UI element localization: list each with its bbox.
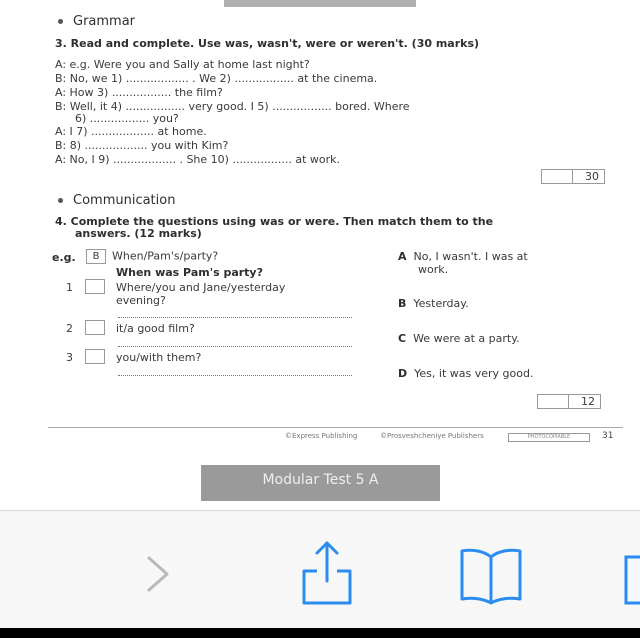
test-tag: Modular Test 5 A (201, 465, 440, 501)
q4-score-box: 12 (537, 394, 601, 409)
example-answer: When was Pam's party? (116, 266, 263, 279)
forward-button[interactable] (140, 553, 176, 600)
q3-line-7: B: 8) .................. you with Kim? (55, 139, 229, 152)
item-3-prompt: you/with them? (116, 351, 202, 364)
item-2-number: 2 (66, 322, 73, 335)
footer-rule (48, 427, 623, 428)
item-2-answer-line[interactable] (118, 346, 352, 347)
q3-line-3: A: How 3) ................. the film? (55, 86, 223, 99)
bottom-bar (0, 628, 640, 638)
bookmarks-button[interactable] (458, 545, 524, 610)
q3-line-2: B: No, we 1) .................. . We 2) ................. at the cinema. (55, 72, 378, 85)
answer-a: A No, I wasn't. I was at (398, 250, 528, 263)
example-label: e.g. (52, 251, 76, 264)
q3-line-6: A: I 7) .................. at home. (55, 125, 207, 138)
example-answer-box: B (86, 249, 106, 264)
q3-instruction: 3. Read and complete. Use was, wasn't, were or weren't. (30 marks) (55, 37, 480, 50)
item-2-prompt: it/a good film? (116, 322, 195, 335)
q3-score-box: 30 (541, 169, 605, 184)
page-top-bar (224, 0, 416, 7)
share-button[interactable] (300, 539, 354, 612)
answer-c: C We were at a party. (398, 332, 520, 345)
grammar-heading: Grammar (58, 14, 135, 29)
footer-publisher: ©Express Publishing (285, 432, 358, 440)
tabs-button[interactable] (624, 555, 640, 610)
page-number: 31 (602, 431, 614, 441)
item-1-answer-box[interactable] (85, 279, 105, 294)
photocopiable-label: PHOTOCOPIABLE (508, 433, 590, 442)
example-prompt: When/Pam's/party? (112, 249, 219, 263)
item-3-answer-line[interactable] (118, 375, 352, 376)
bullet-icon (58, 198, 63, 203)
answer-d: D Yes, it was very good. (398, 367, 534, 380)
q4-instruction-1: 4. Complete the questions using was or were. Then match them to the (55, 215, 494, 228)
item-1-prompt: Where/you and Jane/yesterday (116, 281, 286, 294)
bullet-icon (58, 19, 63, 24)
chevron-right-icon (140, 553, 176, 595)
communication-heading: Communication (58, 193, 175, 208)
q3-line-8: A: No, I 9) .................. . She 10) ................. at work. (55, 153, 341, 166)
q4-instruction-2: answers. (12 marks) (75, 227, 202, 240)
item-2-answer-box[interactable] (85, 320, 105, 335)
share-icon (300, 539, 354, 607)
item-1-number: 1 (66, 281, 73, 294)
q3-line-5: 6) ................. you? (75, 112, 179, 125)
example-row (86, 249, 218, 264)
footer-publisher-2: ©Prosveshcheniye Publishers (380, 432, 484, 440)
item-1-prompt-2: evening? (116, 294, 166, 307)
q3-line-4: B: Well, it 4) ................. very good. I 5) ................. bored. Where (55, 100, 410, 113)
q3-line-1: A: e.g. Were you and Sally at home last night? (55, 58, 310, 71)
answer-b: B Yesterday. (398, 297, 469, 310)
tabs-icon (624, 555, 640, 605)
browser-toolbar (0, 510, 640, 629)
book-icon (458, 545, 524, 605)
item-3-number: 3 (66, 351, 73, 364)
item-1-answer-line[interactable] (118, 317, 352, 318)
item-3-answer-box[interactable] (85, 349, 105, 364)
answer-a-2: work. (418, 263, 449, 276)
